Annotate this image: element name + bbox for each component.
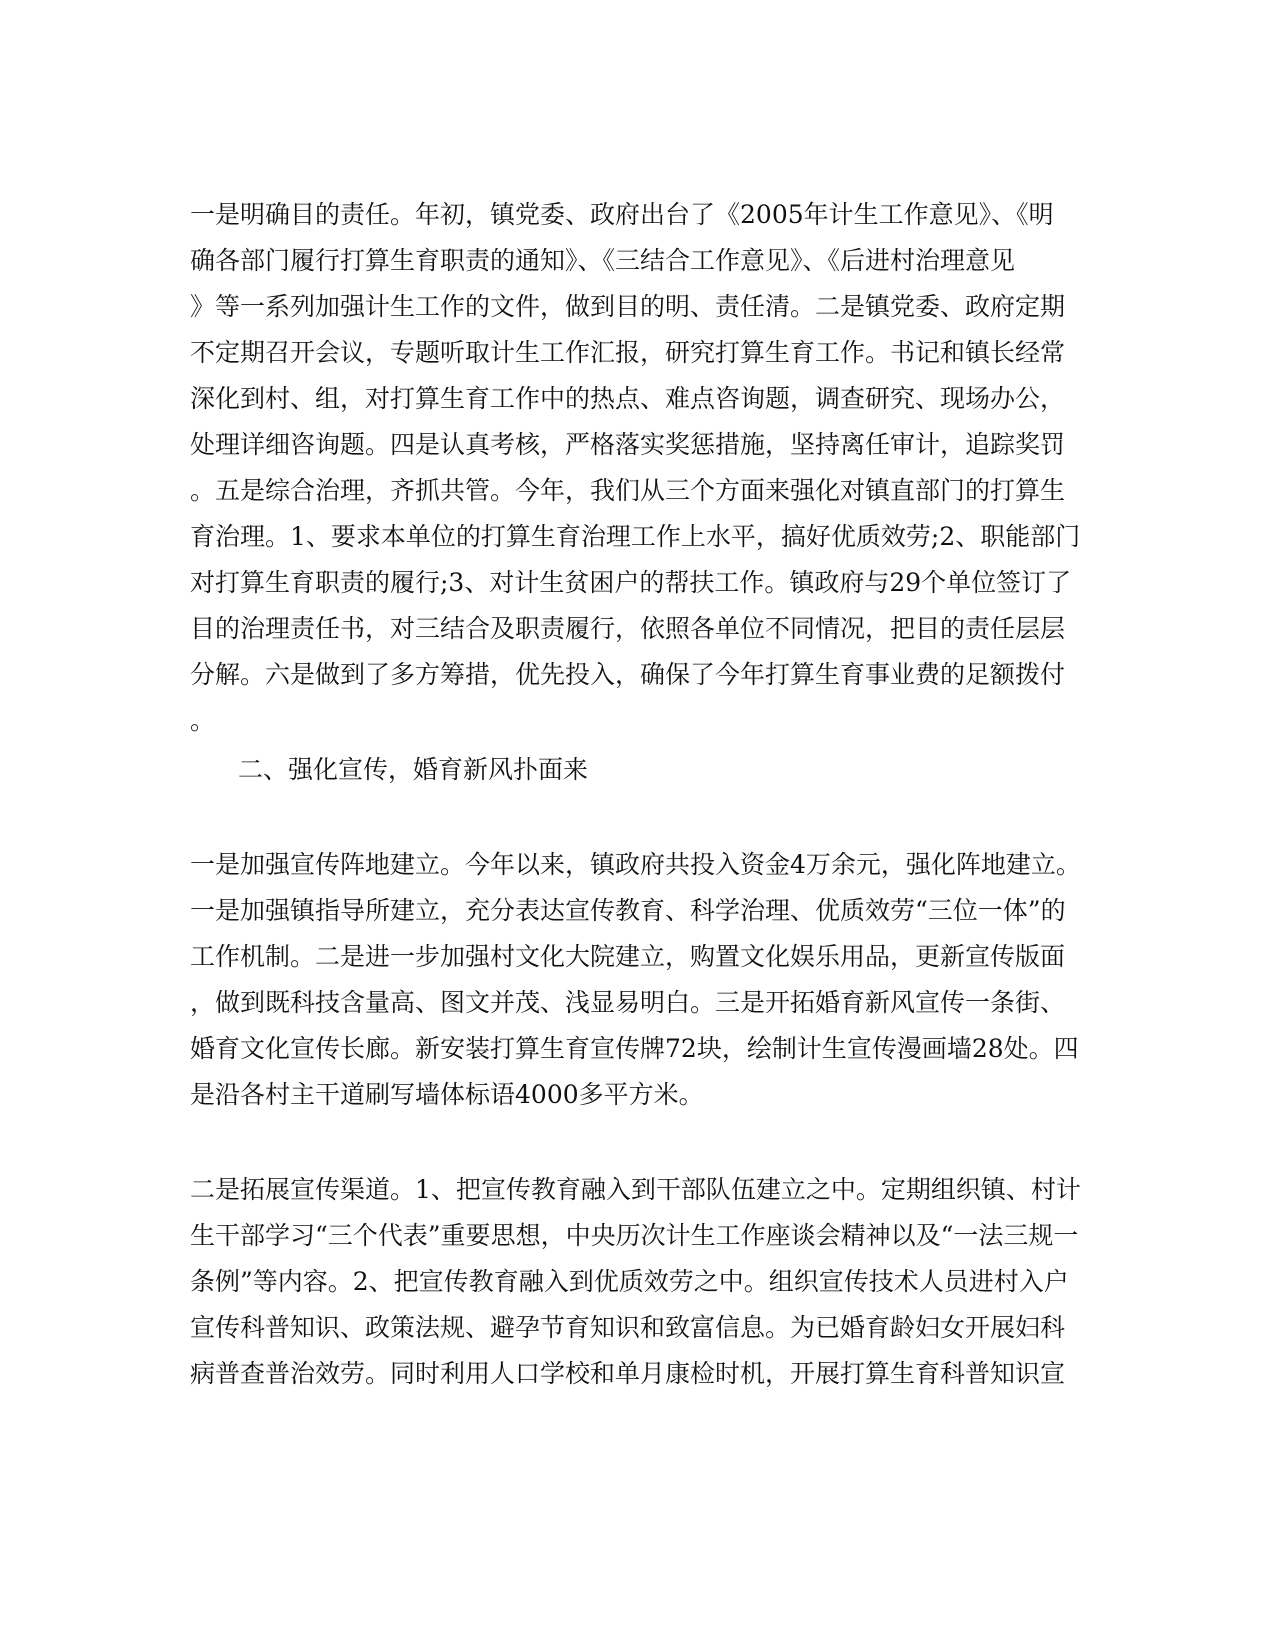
paragraph-line: 。 bbox=[190, 706, 216, 735]
paragraph-line: 。五是综合治理，齐抓共管。今年，我们从三个方面来强化对镇直部门的打算生 bbox=[190, 476, 1066, 505]
paragraph-line: 对打算生育职责的履行;3、对计生贫困户的帮扶工作。镇政府与29个单位签订了 bbox=[190, 568, 1072, 597]
paragraph-line: 婚育文化宣传长廊。新安装打算生育宣传牌72块，绘制计生宣传漫画墙28处。四 bbox=[190, 1034, 1079, 1063]
paragraph-line: 宣传科普知识、政策法规、避孕节育知识和致富信息。为已婚育龄妇女开展妇科 bbox=[190, 1313, 1066, 1342]
paragraph-line: 》等一系列加强计生工作的文件，做到目的明、责任清。二是镇党委、政府定期 bbox=[190, 292, 1066, 321]
paragraph-line: 一是明确目的责任。年初，镇党委、政府出台了《2005年计生工作意见》、《明 bbox=[190, 200, 1054, 229]
paragraph-line: 一是加强镇指导所建立，充分表达宣传教育、科学治理、优质效劳“三位一体”的 bbox=[190, 896, 1066, 925]
paragraph-line: 分解。六是做到了多方筹措，优先投入，确保了今年打算生育事业费的足额拨付 bbox=[190, 660, 1066, 689]
paragraph-line: 处理详细咨询题。四是认真考核，严格落实奖惩措施，坚持离任审计，追踪奖罚 bbox=[190, 430, 1066, 459]
paragraph-line: 不定期召开会议，专题听取计生工作汇报，研究打算生育工作。书记和镇长经常 bbox=[190, 338, 1066, 367]
paragraph-line: 育治理。1、要求本单位的打算生育治理工作上水平，搞好优质效劳;2、职能部门 bbox=[190, 522, 1081, 551]
paragraph-line: 二是拓展宣传渠道。1、把宣传教育融入到干部队伍建立之中。定期组织镇、村计 bbox=[190, 1175, 1081, 1204]
paragraph-line: 确各部门履行打算生育职责的通知》、《三结合工作意见》、《后进村治理意见 bbox=[190, 246, 1016, 275]
paragraph-line: ，做到既科技含量高、图文并茂、浅显易明白。三是开拓婚育新风宣传一条街、 bbox=[190, 988, 1066, 1017]
paragraph-line: 工作机制。二是进一步加强村文化大院建立，购置文化娱乐用品，更新宣传版面 bbox=[190, 942, 1066, 971]
paragraph-line: 是沿各村主干道刷写墙体标语4000多平方米。 bbox=[190, 1080, 704, 1109]
paragraph-line: 深化到村、组，对打算生育工作中的热点、难点咨询题，调查研究、现场办公， bbox=[190, 384, 1066, 413]
paragraph-line: 病普查普治效劳。同时利用人口学校和单月康检时机，开展打算生育科普知识宣 bbox=[190, 1359, 1066, 1388]
paragraph-line: 目的治理责任书，对三结合及职责履行，依照各单位不同情况，把目的责任层层 bbox=[190, 614, 1066, 643]
paragraph-line: 生干部学习“三个代表”重要思想，中央历次计生工作座谈会精神以及“一法三规一 bbox=[190, 1221, 1079, 1250]
paragraph-line: 一是加强宣传阵地建立。今年以来，镇政府共投入资金4万余元，强化阵地建立。 bbox=[190, 850, 1081, 879]
paragraph-line: 条例”等内容。2、把宣传教育融入到优质效劳之中。组织宣传技术人员进村入户 bbox=[190, 1267, 1069, 1296]
section-heading: 二、强化宣传，婚育新风扑面来 bbox=[238, 755, 589, 784]
